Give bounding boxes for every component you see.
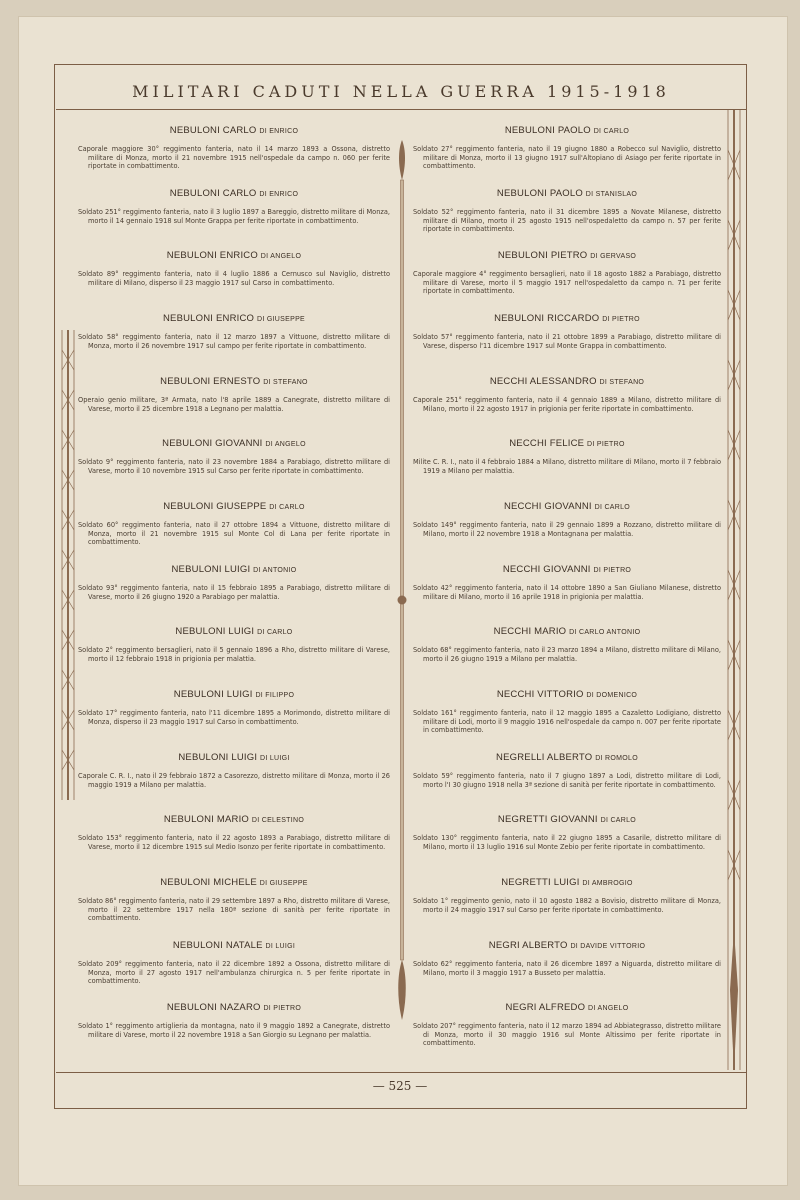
entry-surname: NEBULONI ENRICO: [166, 250, 258, 261]
decorative-rail-right-icon: [724, 110, 744, 1070]
obituary-entry: [78, 563, 390, 601]
entry-surname: NECCHI MARIO: [493, 626, 567, 637]
entry-parent: DI CARLO ANTONIO: [569, 629, 641, 636]
entry-bio: Soldato 62° reggimento fanteria, nato il 26 dicembre 1897 a Niguarda, distretto militare di Milano, morto il 3 maggio 1917 a Busseto per malattia.: [413, 960, 721, 977]
entry-bio: Soldato 58° reggimento fanteria, nato il 12 marzo 1897 a Vittuone, distretto militare di Monza, morto il 26 novembre 1917 sul campo per ferite riportate in combattimento.: [78, 333, 390, 350]
entry-surname: NEBULONI LUIGI: [173, 689, 253, 700]
entry-surname: NEBULONI PIETRO: [497, 250, 588, 261]
obituary-entry: [413, 813, 721, 851]
entry-bio: Soldato 161° reggimento fanteria, nato il 12 maggio 1895 a Cazaletto Lodigiano, distretto militare di Lodi, morto il 9 maggio 1916 nell'ospedale da campo n. 007 per ferite riportate in combattimento.: [413, 709, 721, 735]
entry-parent: DI ANGELO: [588, 1005, 629, 1012]
entry-surname: NEBULONI GIOVANNI: [162, 438, 263, 449]
entry-bio: Caporale maggiore 4° reggimento bersaglieri, nato il 18 agosto 1882 a Parabiago, distretto militare di Varese, morto il 5 maggio 1917 nell'ospedaletto da campo n. 71 per ferite riportate in combattimento.: [413, 270, 721, 296]
entry-surname: NEBULONI LUIGI: [175, 626, 255, 637]
obituary-entry: [413, 751, 721, 789]
entry-bio: Soldato 1° reggimento genio, nato il 10 agosto 1882 a Bovisio, distretto militare di Monza, morto il 24 maggio 1917 sul Carso per ferite riportate in combattimento.: [413, 897, 721, 914]
entry-name: [78, 563, 390, 577]
obituary-entry: [413, 375, 721, 413]
entry-bio: Soldato 57° reggimento fanteria, nato il 21 ottobre 1899 a Parabiago, distretto militare di Varese, disperso l'11 dicembre 1917 sul Monte Grappa in combattimento.: [413, 333, 721, 350]
entry-name: [413, 187, 721, 201]
entry-bio: Soldato 1° reggimento artiglieria da montagna, nato il 9 maggio 1892 a Canegrate, distretto militare di Varese, morto il 22 novembre 1918 a San Giorgio su Legnano per malattia.: [78, 1022, 390, 1039]
obituary-entry: [413, 625, 721, 663]
entry-name: [413, 625, 721, 639]
entry-parent: DI PIETRO: [602, 316, 640, 323]
entry-bio: Soldato 52° reggimento fanteria, nato il 31 dicembre 1895 a Novate Milanese, distretto militare di Milano, morto il 25 agosto 1915 nell'ospedaletto da campo n. 57 per ferite riportate in combattimento.: [413, 208, 721, 234]
entry-name: [413, 500, 721, 514]
entry-parent: DI CARLO: [269, 504, 305, 511]
entry-parent: DI DOMENICO: [586, 692, 638, 699]
entry-bio: Soldato 60° reggimento fanteria, nato il 27 ottobre 1894 a Vittuone, distretto militare di Monza, morto il 21 novembre 1915 sul Monte Col di Lana per ferite riportate in combattimento.: [78, 521, 390, 547]
entry-name: [78, 437, 390, 451]
entry-name: [78, 124, 390, 138]
entry-name: [413, 1001, 721, 1015]
entry-bio: Soldato 251° reggimento fanteria, nato il 3 luglio 1897 a Bareggio, distretto militare di Monza, morto il 14 gennaio 1918 sul Monte Grappa per ferite riportate in combattimento.: [78, 208, 390, 225]
obituary-entry: [78, 375, 390, 413]
obituary-entry: [413, 249, 721, 296]
entry-surname: NEGRI ALBERTO: [488, 940, 568, 951]
entry-name: [413, 939, 721, 953]
entry-surname: NEBULONI LUIGI: [171, 564, 251, 575]
entry-bio: Soldato 9° reggimento fanteria, nato il 23 novembre 1884 a Parabiago, distretto militare di Varese, morto il 10 novembre 1915 sul Carso per ferite riportate in combattimento.: [78, 458, 390, 475]
entry-parent: DI GERVASO: [590, 253, 637, 260]
entry-bio: Soldato 42° reggimento fanteria, nato il 14 ottobre 1890 a San Giuliano Milanese, distretto militare di Milano, morto il 16 aprile 1918 in prigionia per malattia.: [413, 584, 721, 601]
entry-parent: DI ANGELO: [260, 253, 302, 260]
entry-surname: NECCHI ALESSANDRO: [489, 376, 597, 387]
entry-surname: NEGRELLI ALBERTO: [496, 752, 593, 763]
entry-surname: NEBULONI ENRICO: [162, 313, 255, 324]
page-title: MILITARI CADUTI NELLA GUERRA 1915-1918: [132, 82, 670, 101]
entry-name: [78, 187, 390, 201]
entry-name: [78, 625, 390, 639]
entry-bio: Caporale 251° reggimento fanteria, nato il 4 gennaio 1889 a Milano, distretto militare di Milano, morto il 22 agosto 1917 in prigionia per ferite riportate in combattimento.: [413, 396, 721, 413]
entry-name: [413, 437, 721, 451]
entry-name: [78, 751, 390, 765]
entry-name: [78, 876, 390, 890]
entry-name: [78, 500, 390, 514]
entry-name: [413, 813, 721, 827]
entry-surname: NECCHI GIOVANNI: [503, 501, 592, 512]
entry-bio: Caporale maggiore 30° reggimento fanteria, nato il 14 marzo 1893 a Ossona, distretto militare di Monza, morto il 21 novembre 1915 nell'ospedale da campo n. 060 per ferite riportate in combattimento.: [78, 145, 390, 171]
entry-bio: Soldato 93° reggimento fanteria, nato il 15 febbraio 1895 a Parabiago, distretto militare di Varese, morto il 26 giugno 1920 a Parabiago per malattia.: [78, 584, 390, 601]
entry-parent: DI CELESTINO: [251, 817, 305, 824]
entry-name: [413, 124, 721, 138]
obituary-entry: [413, 876, 721, 914]
obituary-entry: [413, 312, 721, 350]
obituary-entry: [78, 124, 390, 171]
obituary-entry: [78, 813, 390, 851]
entry-parent: DI GIUSEPPE: [256, 316, 306, 323]
obituary-entry: [413, 500, 721, 538]
obituary-entry: [78, 500, 390, 547]
entry-surname: NEBULONI RICCARDO: [494, 313, 600, 324]
entry-name: [78, 375, 390, 389]
entry-surname: NEBULONI CARLO: [169, 188, 257, 199]
entry-parent: DI ANTONIO: [253, 567, 297, 574]
entry-parent: DI ANGELO: [265, 441, 306, 448]
entry-surname: NEBULONI PAOLO: [496, 188, 583, 199]
entry-name: [413, 312, 721, 326]
obituary-entry: [78, 939, 390, 986]
entry-surname: NEGRI ALFREDO: [505, 1002, 586, 1013]
page-number: — 525 —: [372, 1079, 428, 1093]
obituary-entry: [78, 751, 390, 789]
entry-parent: DI GIUSEPPE: [259, 880, 308, 887]
left-column: [78, 124, 390, 1064]
entry-surname: NEGRETTI GIOVANNI: [497, 814, 598, 825]
obituary-entry: [413, 437, 721, 475]
obituary-entry: [78, 312, 390, 350]
entry-bio: Operaio genio militare, 3ª Armata, nato l'8 aprile 1889 a Canegrate, distretto militare di Varese, morto il 25 dicembre 1918 a Legnano per malattia.: [78, 396, 390, 413]
entry-name: [78, 813, 390, 827]
entry-parent: DI CARLO: [593, 128, 630, 135]
obituary-entry: [413, 187, 721, 234]
entry-bio: Soldato 86° reggimento fanteria, nato il 29 settembre 1897 a Rho, distretto militare di Varese, morto il 22 settembre 1917 nella 180ª sezione di sanità per ferite riportate in combattimento.: [78, 897, 390, 923]
entry-bio: Soldato 59° reggimento fanteria, nato il 7 giugno 1897 a Lodi, distretto militare di Lodi, morto l'I 30 giugno 1918 nella 3ª sezione di sanità per ferite riportate in combattimento.: [413, 772, 721, 789]
entry-bio: Soldato 153° reggimento fanteria, nato il 22 agosto 1893 a Parabiago, distretto militare di Varese, morto il 12 dicembre 1915 sul Medio Isonzo per ferite riportate in combattimento.: [78, 834, 390, 851]
entry-name: [78, 688, 390, 702]
obituary-entry: [413, 563, 721, 601]
entry-name: [78, 312, 390, 326]
entry-surname: NEBULONI MARIO: [163, 814, 250, 825]
obituary-entry: [413, 688, 721, 735]
entry-parent: DI STANISLAO: [585, 191, 638, 198]
obituary-entry: [78, 688, 390, 726]
entry-parent: DI CARLO: [594, 504, 631, 511]
entry-name: [78, 1001, 390, 1015]
entry-parent: DI STEFANO: [263, 379, 308, 386]
entry-bio: Soldato 17° reggimento fanteria, nato l'11 dicembre 1895 a Morimondo, distretto militare di Monza, disperso il 23 maggio 1917 sul Carso in combattimento.: [78, 709, 390, 726]
entry-name: [78, 939, 390, 953]
entry-parent: DI ENRICO: [259, 191, 299, 198]
entry-name: [413, 375, 721, 389]
entry-name: [413, 563, 721, 577]
right-column: [413, 124, 721, 1064]
entry-parent: DI LUIGI: [260, 755, 290, 762]
torch-staff-icon: [397, 140, 407, 1020]
entry-surname: NEBULONI CARLO: [169, 125, 257, 136]
entry-bio: Soldato 2° reggimento bersaglieri, nato il 5 gennaio 1896 a Rho, distretto militare di Varese, morto il 12 febbraio 1918 in prigionia per malattia.: [78, 646, 390, 663]
decorative-rail-left-icon: [58, 330, 78, 800]
entry-parent: DI PIETRO: [263, 1005, 302, 1012]
entry-name: [413, 876, 721, 890]
obituary-entry: [78, 249, 390, 287]
entry-bio: Soldato 89° reggimento fanteria, nato il 4 luglio 1886 a Cernusco sul Naviglio, distretto militare di Milano, disperso il 23 maggio 1917 sul Carso in combattimento.: [78, 270, 390, 287]
entry-bio: Milite C. R. I., nato il 4 febbraio 1884 a Milano, distretto militare di Milano, morto il 7 febbraio 1919 a Milano per malattia.: [413, 458, 721, 475]
entry-surname: NEBULONI GIUSEPPE: [163, 501, 267, 512]
entry-bio: Soldato 130° reggimento fanteria, nato il 22 giugno 1895 a Casarile, distretto militare di Milano, morto il 13 luglio 1916 sul Monte Zebio per ferite riportate in combattimento.: [413, 834, 721, 851]
entry-surname: NEGRETTI LUIGI: [501, 877, 580, 888]
entry-bio: Caporale C. R. I., nato il 29 febbraio 1872 a Casorezzo, distretto militare di Monza, morto il 26 maggio 1919 a Milano per malattia.: [78, 772, 390, 789]
entry-parent: DI AMBROGIO: [582, 880, 633, 887]
obituary-entry: [413, 939, 721, 977]
entry-name: [413, 249, 721, 263]
footer-divider: [56, 1072, 746, 1073]
entry-parent: DI ROMOLO: [595, 755, 638, 762]
entry-surname: NECCHI FELICE: [509, 438, 585, 449]
obituary-entry: [78, 876, 390, 923]
entry-parent: DI PIETRO: [593, 567, 632, 574]
entry-surname: NECCHI GIOVANNI: [502, 564, 591, 575]
entry-surname: NECCHI VITTORIO: [496, 689, 584, 700]
entry-surname: NEBULONI NATALE: [172, 940, 263, 951]
entry-name: [78, 249, 390, 263]
entry-parent: DI LUIGI: [265, 943, 296, 950]
entry-parent: DI STEFANO: [599, 379, 645, 386]
entry-bio: Soldato 27° reggimento fanteria, nato il 19 giugno 1880 a Robecco sul Naviglio, distretto militare di Monza, morto il 13 giugno 1917 sull'Altopiano di Asiago per ferite riportate in combattimento.: [413, 145, 721, 171]
title-divider: [56, 109, 746, 110]
obituary-entry: [78, 625, 390, 663]
obituary-entry: [413, 1001, 721, 1048]
entry-name: [413, 751, 721, 765]
obituary-entry: [413, 124, 721, 171]
entry-parent: DI DAVIDE VITTORIO: [570, 943, 646, 950]
entry-parent: DI CARLO: [257, 629, 293, 636]
entry-bio: Soldato 207° reggimento fanteria, nato il 12 marzo 1894 ad Abbiategrasso, distretto militare di Monza, morto il 30 maggio 1916 sul Monte Altissimo per ferite riportate in combattimento.: [413, 1022, 721, 1048]
entry-surname: NEBULONI MICHELE: [160, 877, 257, 888]
obituary-entry: [78, 437, 390, 475]
entry-name: [413, 688, 721, 702]
entry-parent: DI PIETRO: [587, 441, 625, 448]
entry-parent: DI ENRICO: [259, 128, 299, 135]
entry-bio: Soldato 68° reggimento fanteria, nato il 23 marzo 1894 a Milano, distretto militare di Milano, morto il 26 giugno 1919 a Milano per malattia.: [413, 646, 721, 663]
obituary-entry: [78, 1001, 390, 1039]
entry-surname: NEBULONI PAOLO: [504, 125, 591, 136]
entry-parent: DI FILIPPO: [255, 692, 295, 699]
entry-bio: Soldato 209° reggimento fanteria, nato il 22 dicembre 1892 a Ossona, distretto militare di Monza, morto il 27 agosto 1917 nell'ambulanza chirurgica n. 5 per ferite riportate in combattimento.: [78, 960, 390, 986]
entry-bio: Soldato 149° reggimento fanteria, nato il 29 gennaio 1899 a Rozzano, distretto militare di Milano, morto il 22 novembre 1918 a Montagnana per malattia.: [413, 521, 721, 538]
entry-surname: NEBULONI LUIGI: [178, 752, 258, 763]
entry-parent: DI CARLO: [600, 817, 637, 824]
obituary-entry: [78, 187, 390, 225]
entry-surname: NEBULONI NAZARO: [166, 1002, 261, 1013]
entry-surname: NEBULONI ERNESTO: [160, 376, 261, 387]
